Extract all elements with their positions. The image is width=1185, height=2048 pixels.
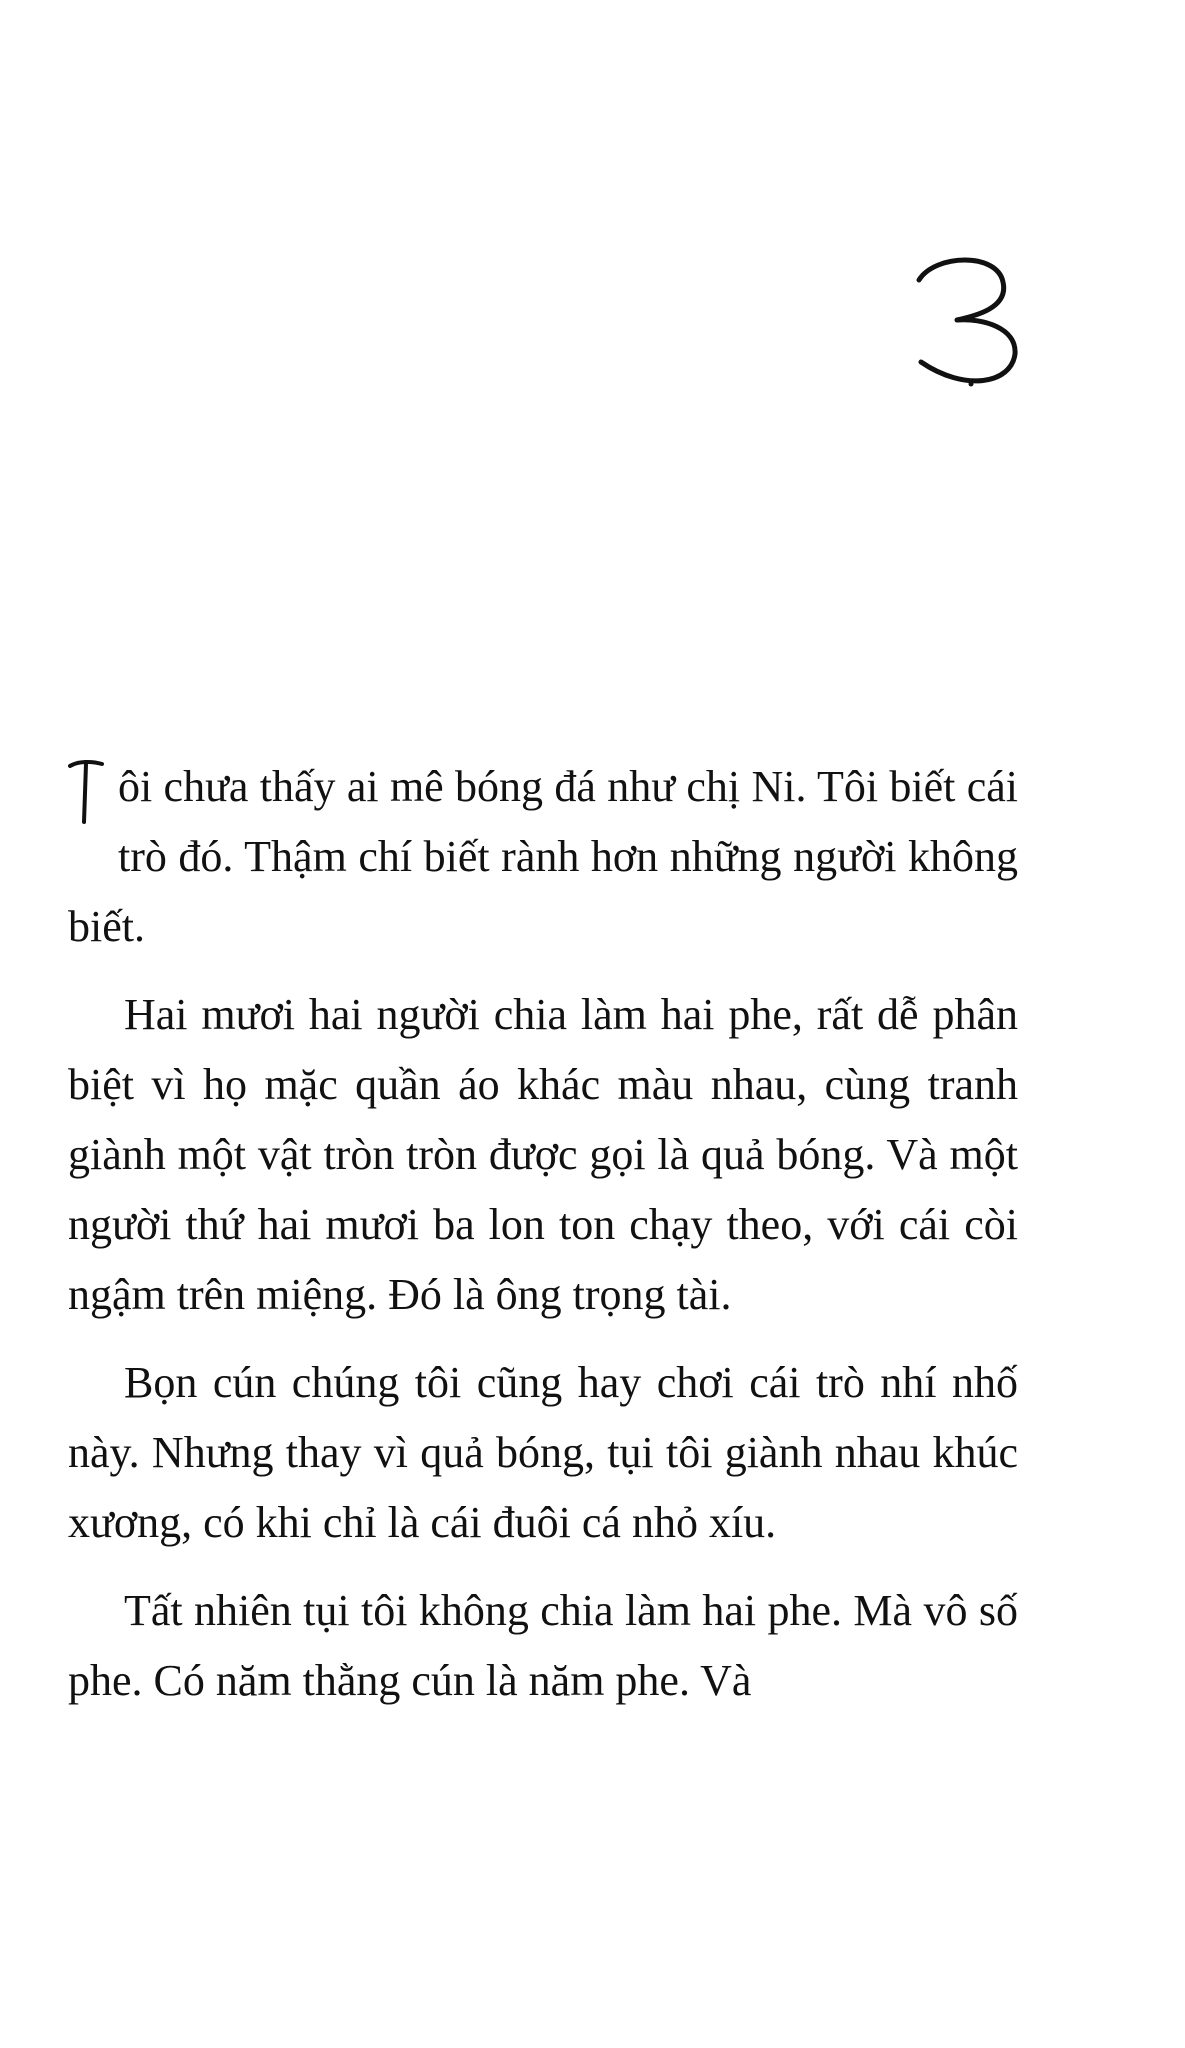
paragraph-3: Bọn cún chúng tôi cũng hay chơi cái trò nhí nhố này. Nhưng thay vì quả bóng, tụi tôi giành nhau khúc xương, có khi chỉ là cái đuôi cá nhỏ xíu. (68, 1358, 1018, 1547)
dropcap-handwritten-t (68, 758, 104, 826)
paragraph-2: Hai mươi hai người chia làm hai phe, rất dễ phân biệt vì họ mặc quần áo khác màu nhau, cùng tranh giành một vật tròn tròn được gọi là quả bóng. Và một người thứ hai mươi ba lon ton chạy theo, với cái còi ngậm trên miệng. Đó là ông trọng tài. (68, 990, 1018, 1319)
dropcap-letter (68, 758, 104, 826)
paragraph-1-text: ôi chưa thấy ai mê bóng đá như chị Ni. Tôi biết cái trò đó. Thậm chí biết rành hơn những người không biết. (68, 762, 1018, 951)
chapter-number (905, 250, 1035, 400)
chapter-number-handwritten (905, 250, 1035, 400)
paragraph-4: Tất nhiên tụi tôi không chia làm hai phe. Mà vô số phe. Có năm thằng cún là năm phe. Và (68, 1586, 1018, 1705)
chapter-body-text (68, 752, 1018, 1734)
paragraph-1 (68, 752, 1018, 962)
